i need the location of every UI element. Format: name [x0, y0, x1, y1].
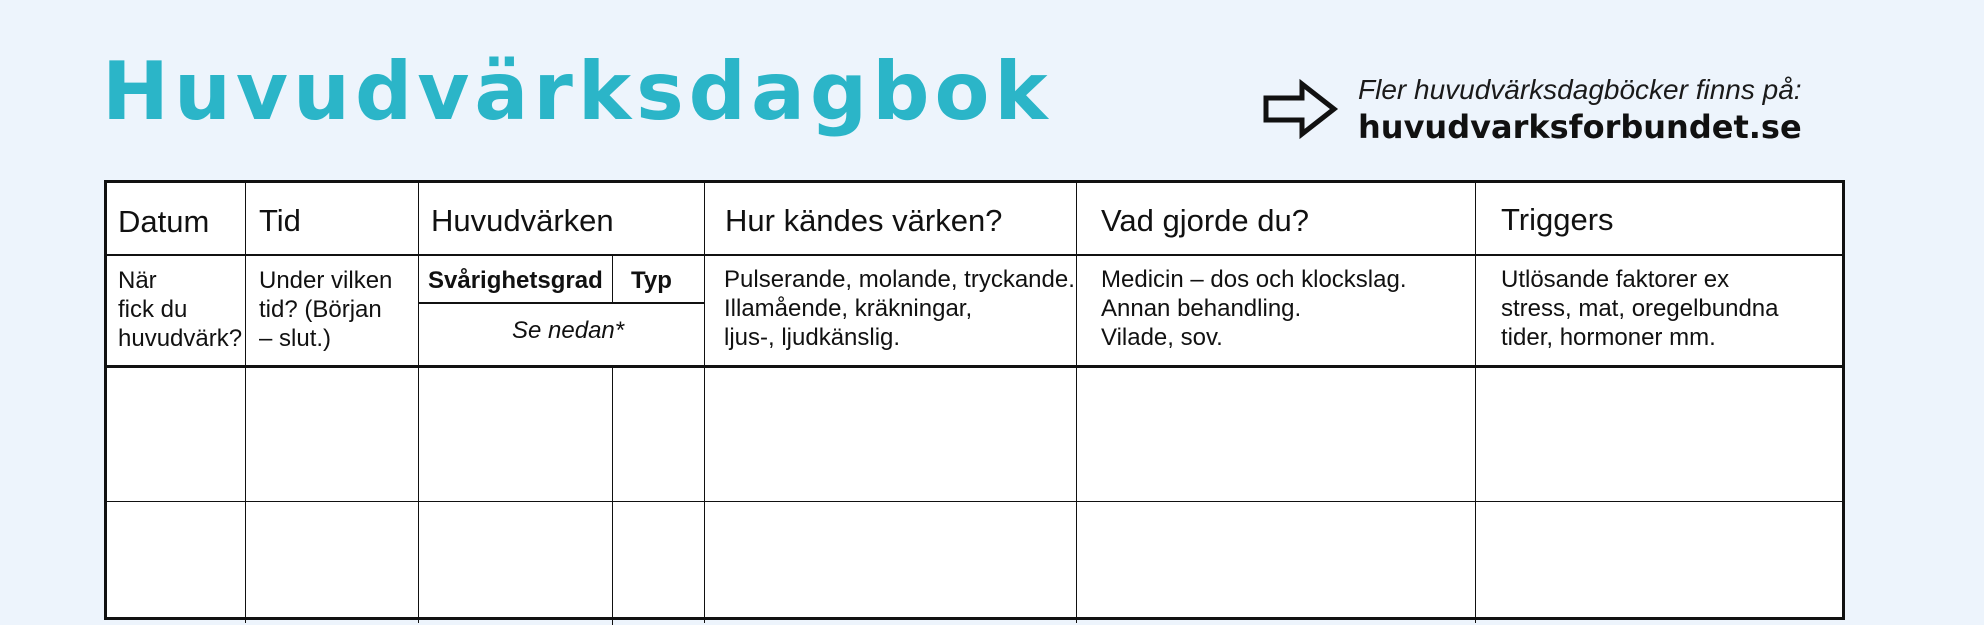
more-diaries-note: Fler huvudvärksdagböcker finns på:	[1358, 74, 1802, 105]
header-tid: Tid	[259, 203, 301, 238]
sub-header-divider	[418, 302, 704, 304]
column-divider-2	[418, 183, 419, 623]
header-divider	[107, 254, 1842, 256]
column-divider-subtype	[612, 254, 613, 302]
desc-tid: Under vilken tid? (Början – slut.)	[259, 267, 393, 352]
row-divider	[107, 501, 1842, 502]
column-divider-4	[1076, 183, 1077, 623]
see-below-note: Se nedan*	[512, 317, 625, 344]
headache-diary-table	[104, 180, 1845, 620]
right-arrow-icon	[1262, 78, 1340, 140]
column-divider-subtype-body	[612, 365, 613, 625]
header-hur-kandes: Hur kändes värken?	[725, 203, 1003, 238]
diary-title: Huvudvärksdagbok	[102, 45, 1053, 138]
header-bottom-rule	[107, 365, 1842, 368]
column-divider-1	[245, 183, 246, 623]
subheader-typ: Typ	[631, 267, 672, 294]
subheader-svarighetsgrad: Svårighetsgrad	[428, 267, 603, 294]
website-link[interactable]: huvudvarksforbundet.se	[1358, 108, 1802, 146]
column-divider-5	[1475, 183, 1476, 623]
header-triggers: Triggers	[1501, 202, 1614, 237]
desc-vad-gjorde: Medicin – dos och klockslag. Annan behandling. Vilade, sov.	[1101, 266, 1407, 351]
desc-hur-kandes: Pulserande, molande, tryckande. Illamående, kräkningar, ljus-, ljudkänslig.	[724, 266, 1075, 351]
desc-datum: När fick du huvudvärk?	[118, 267, 243, 352]
desc-triggers: Utlösande faktorer ex stress, mat, oregelbundna tider, hormoner mm.	[1501, 266, 1779, 351]
header-vad-gjorde: Vad gjorde du?	[1101, 203, 1309, 238]
header-datum: Datum	[118, 204, 210, 239]
column-divider-3	[704, 183, 705, 623]
header-huvudvarken: Huvudvärken	[431, 203, 614, 238]
